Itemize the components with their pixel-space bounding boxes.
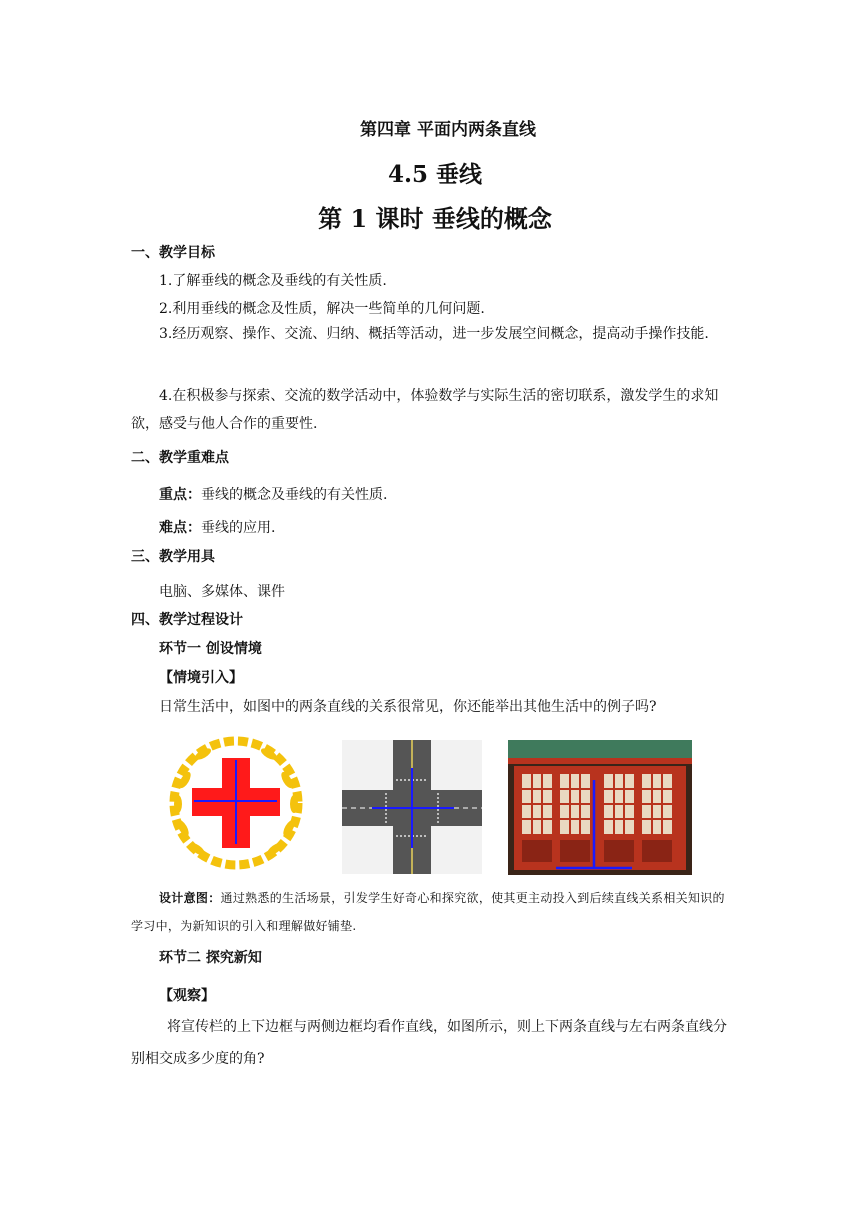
road-intersection-image (342, 740, 482, 874)
design-text: 通过熟悉的生活场景，引发学生好奇心和探究欲，使其更主动投入到后续直线关系相关知识的学习中，为新知识的引入和理解做好铺垫. (131, 891, 725, 933)
chapter-title: 第四章 平面内两条直线 (360, 120, 536, 140)
step1-title: 环节一 创设情境 (159, 641, 262, 657)
key-label: 重点： (159, 487, 201, 503)
tools-text: 电脑、多媒体、课件 (159, 584, 285, 600)
lesson-title: 第 1 课时 垂线的概念 (318, 204, 552, 233)
key-points-heading: 二、教学重难点 (131, 450, 229, 466)
observe-text: 将宣传栏的上下边框与两侧边框均看作直线，如图所示，则上下两条直线与左右两条直线分别相交成多少度的角? (131, 1019, 727, 1067)
observe-label: 【观察】 (159, 988, 215, 1004)
key-text: 垂线的概念及垂线的有关性质. (201, 487, 388, 503)
intro-label: 【情境引入】 (159, 670, 243, 686)
process-heading: 四、教学过程设计 (131, 612, 243, 628)
objective-item: 2.利用垂线的概念及性质，解决一些简单的几何问题. (159, 301, 485, 317)
difficult-point (159, 517, 275, 537)
objective-item: 3.经历观察、操作、交流、归纳、概括等活动，进一步发展空间概念，提高动手操作技能. (159, 326, 709, 342)
difficult-label: 难点： (159, 520, 201, 536)
step2-title: 环节二 探究新知 (159, 950, 262, 966)
design-intent (131, 884, 727, 940)
lattice-door-image (508, 740, 692, 875)
objective-item: 4.在积极参与探索、交流的数学活动中，体验数学与实际生活的密切联系，激发学生的求知欲，感受与他人合作的重要性. (131, 388, 719, 432)
key-point (159, 484, 387, 504)
objective-item: 1.了解垂线的概念及垂线的有关性质. (159, 273, 387, 289)
objectives-heading: 一、教学目标 (131, 245, 215, 261)
tools-heading: 三、教学用具 (131, 549, 215, 565)
red-cross-emblem-image (165, 732, 307, 874)
design-label: 设计意图： (159, 891, 221, 905)
difficult-text: 垂线的应用. (201, 520, 276, 536)
section-title: 4.5 垂线 (387, 161, 483, 188)
intro-text: 日常生活中，如图中的两条直线的关系很常见，你还能举出其他生活中的例子吗? (159, 699, 657, 715)
